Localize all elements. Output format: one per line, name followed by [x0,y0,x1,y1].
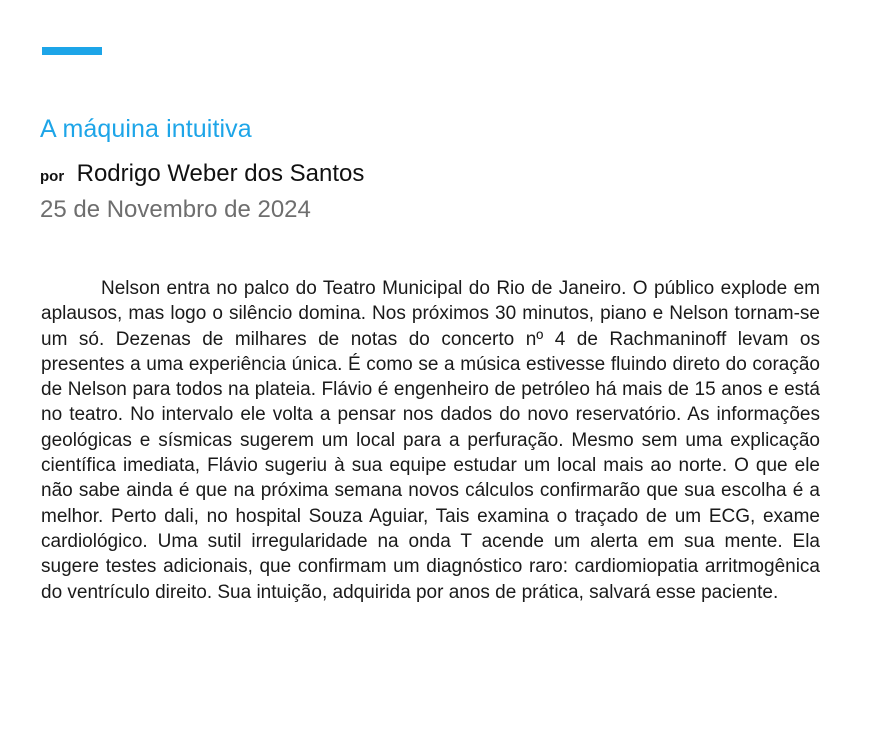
author-name: Rodrigo Weber dos Santos [76,160,365,187]
byline-prefix: por [40,168,65,185]
article-title: A máquina intuitiva [40,115,252,143]
accent-bar [42,47,102,55]
byline [40,159,364,192]
publish-date: 25 de Novembro de 2024 [40,196,311,223]
article-body: Nelson entra no palco do Teatro Municipal do Rio de Janeiro. O público explode em aplausos, mas logo o silêncio domina. Nos próximos 30 minutos, piano e Nelson tornam-se um só. Dezenas de milhares de notas do concerto nº 4 de Rachmaninoff levam os presentes a uma experiência única. É como se a música estivesse fluindo direto do coração de Nelson para todos na plateia. Flávio é engenheiro de petróleo há mais de 15 anos e está no teatro. No intervalo ele volta a pensar nos dados do novo reservatório. As informações geológicas e sísmicas sugerem um local para a perfuração. Mesmo sem uma explicação científica imediata, Flávio sugeriu à sua equipe estudar um local mais ao norte. O que ele não sabe ainda é que na próxima semana novos cálculos confirmarão que sua escolha é a melhor. Perto dali, no hospital Souza Aguiar, Tais examina o traçado de um ECG, exame cardiológico. Uma sutil irregularidade na onda T acende um alerta em sua mente. Ela sugere testes adicionais, que confirmam um diagnóstico raro: cardiomiopatia arritmogênica do ventrículo direito. Sua intuição, adquirida por anos de prática, salvará esse paciente. [41,278,820,603]
